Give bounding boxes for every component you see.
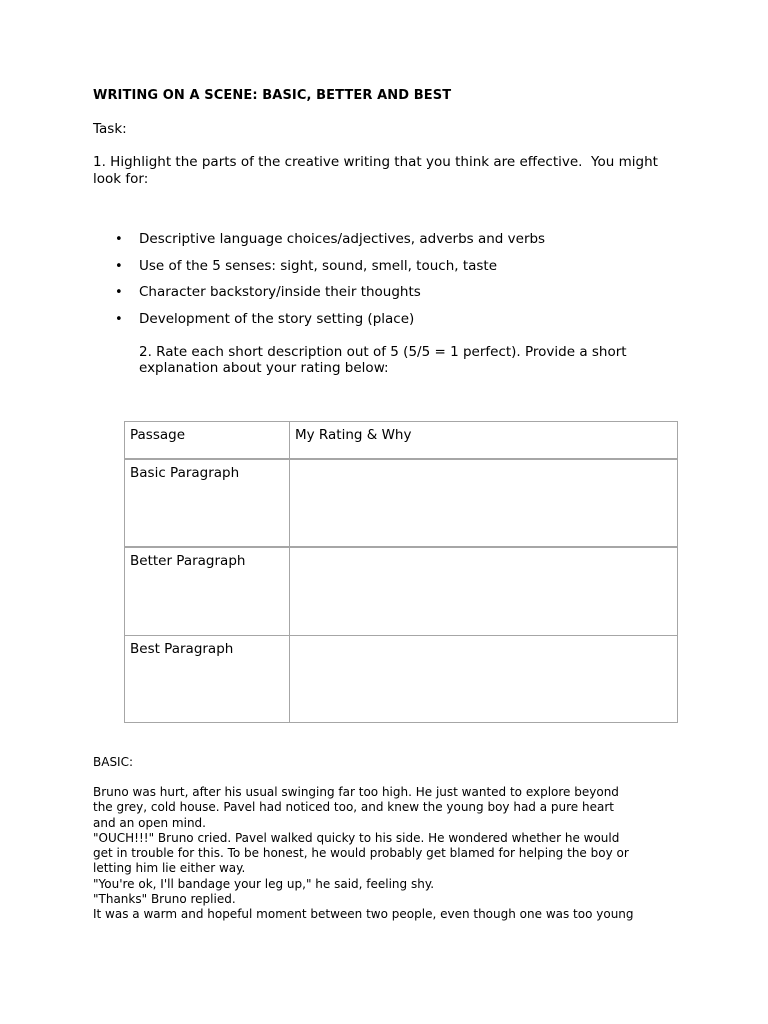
passage-cell: Best Paragraph <box>125 636 290 722</box>
paragraph-line: and an open mind. <box>93 815 206 830</box>
task-label: Task: <box>93 121 127 137</box>
rating-table <box>124 421 678 723</box>
passage-cell: Basic Paragraph <box>125 460 290 546</box>
paragraph-line: the grey, cold house. Pavel had noticed too, and knew the young boy had a pure heart <box>93 800 614 815</box>
paragraph-line: "You're ok, I'll bandage your leg up," he said, feeling shy. <box>93 876 435 891</box>
bullet-icon: • <box>115 285 123 300</box>
list-item-text: Use of the 5 senses: sight, sound, smell, touch, taste <box>139 257 498 274</box>
basic-heading: BASIC: <box>93 755 134 769</box>
basic-paragraph <box>93 785 683 923</box>
bullet-icon: • <box>115 258 123 274</box>
bullet-icon: • <box>115 311 123 327</box>
paragraph-line: "OUCH!!!" Bruno cried. Pavel walked quicky to his side. He wondered whether he would <box>93 830 620 845</box>
passage-cell: Better Paragraph <box>125 548 290 635</box>
table-header-row <box>125 422 677 460</box>
bullet-icon: • <box>115 232 123 247</box>
instruction-highlight: 1. Highlight the parts of the creative writing that you think are effective. You might look for: <box>93 154 663 187</box>
paragraph-line: get in trouble for this. To be honest, he would probably get blamed for helping the boy or <box>93 846 629 861</box>
paragraph-line: letting him lie either way. <box>93 861 246 876</box>
rating-cell[interactable] <box>290 548 677 635</box>
list-item-text: Descriptive language choices/adjectives, adverbs and verbs <box>139 231 546 247</box>
list-item-text: Character backstory/inside their thoughts <box>139 284 421 300</box>
header-rating: My Rating & Why <box>295 427 412 443</box>
table-row <box>125 460 677 548</box>
rating-cell[interactable] <box>290 636 677 722</box>
instruction-rate: 2. Rate each short description out of 5 (5/5 = 1 perfect). Provide a short explanation about your rating below: <box>139 344 627 376</box>
page-title: WRITING ON A SCENE: BASIC, BETTER AND BEST <box>93 88 452 103</box>
table-row <box>125 548 677 636</box>
rating-cell[interactable] <box>290 460 677 546</box>
table-row <box>125 636 677 722</box>
list-item-text: Development of the story setting (place) <box>139 310 415 327</box>
paragraph-line: "Thanks" Bruno replied. <box>93 892 236 907</box>
paragraph-line: Bruno was hurt, after his usual swinging far too high. He just wanted to explore beyond <box>93 785 619 799</box>
paragraph-line: It was a warm and hopeful moment between two people, even though one was too young <box>93 907 634 922</box>
header-passage: Passage <box>125 422 290 458</box>
